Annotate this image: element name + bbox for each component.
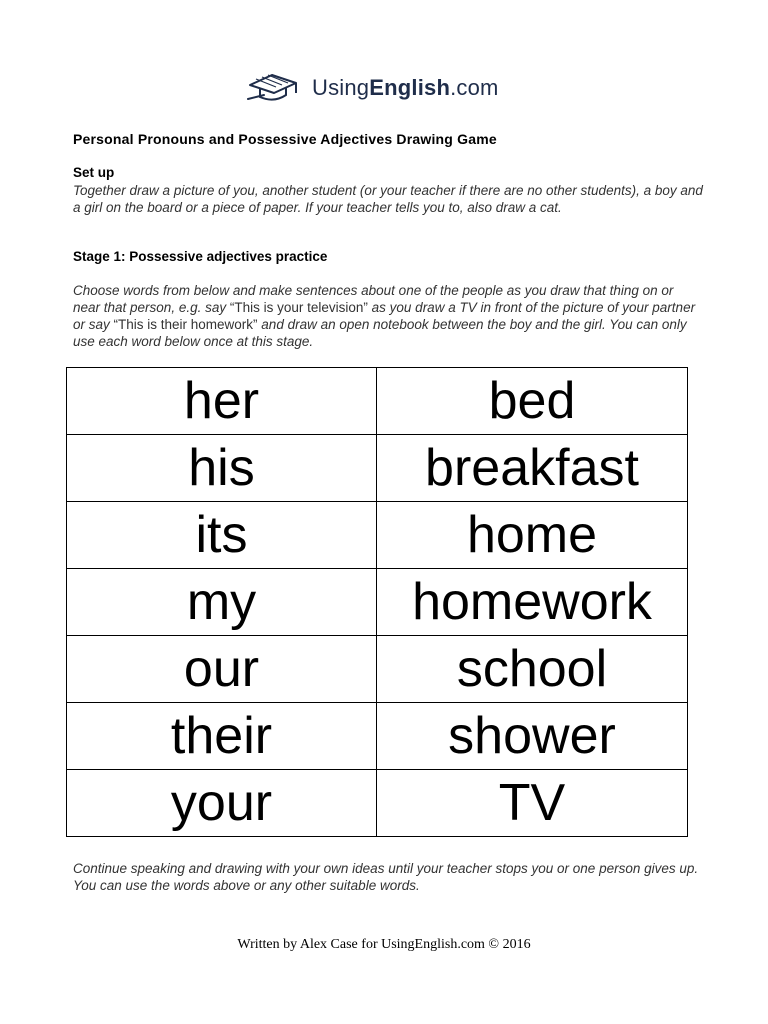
graduation-cap-icon — [246, 71, 302, 105]
stage1-example-quote-2: “This is their homework” — [113, 317, 258, 332]
logo-prefix: Using — [312, 75, 370, 100]
noun-cell: shower — [377, 703, 688, 770]
table-row — [67, 368, 688, 435]
stage1-text — [73, 282, 703, 350]
table-row — [67, 435, 688, 502]
adjective-cell: her — [67, 368, 377, 435]
noun-cell: home — [377, 502, 688, 569]
continue-text: Continue speaking and drawing with your own ideas until your teacher stops you or one person gives up. You can use the words above or any other suitable words. — [73, 861, 699, 893]
stage1-example-quote-1: “This is your television” — [229, 300, 368, 315]
logo-wordmark — [312, 75, 499, 101]
adjective-cell: our — [67, 636, 377, 703]
adjective-cell: my — [67, 569, 377, 636]
noun-cell: school — [377, 636, 688, 703]
adjective-cell: their — [67, 703, 377, 770]
table-row — [67, 502, 688, 569]
stage1-text-part-2: as you draw a TV in front of the picture of your partner or say — [73, 300, 696, 332]
table-row — [67, 770, 688, 837]
stage1-text-part-1: Choose words from below and make sentences about one of the people as you draw that thing on or near that person, e.g. say — [73, 283, 674, 315]
logo — [246, 68, 499, 108]
stage1-text-part-3: and draw an open notebook between the boy and the girl. You can only use each word below once at this stage. — [73, 317, 687, 349]
logo-brand: English — [369, 75, 451, 100]
stage1-heading: Stage 1: Possessive adjectives practice — [73, 249, 328, 264]
table-row — [67, 636, 688, 703]
page-title: Personal Pronouns and Possessive Adjectives Drawing Game — [73, 131, 497, 147]
noun-cell: bed — [377, 368, 688, 435]
logo-suffix: .com — [450, 75, 499, 100]
word-table — [66, 367, 688, 837]
noun-cell: breakfast — [377, 435, 688, 502]
adjective-cell: your — [67, 770, 377, 837]
noun-cell: homework — [377, 569, 688, 636]
noun-cell: TV — [377, 770, 688, 837]
adjective-cell: his — [67, 435, 377, 502]
footer-credit: Written by Alex Case for UsingEnglish.com © 2016 — [237, 937, 531, 952]
setup-heading: Set up — [73, 165, 115, 180]
setup-text: Together draw a picture of you, another student (or your teacher if there are no other students), a boy and a girl on the board or a piece of paper. If your teacher tells you to, also draw a cat. — [73, 183, 703, 215]
table-row — [67, 569, 688, 636]
adjective-cell: its — [67, 502, 377, 569]
table-row — [67, 703, 688, 770]
